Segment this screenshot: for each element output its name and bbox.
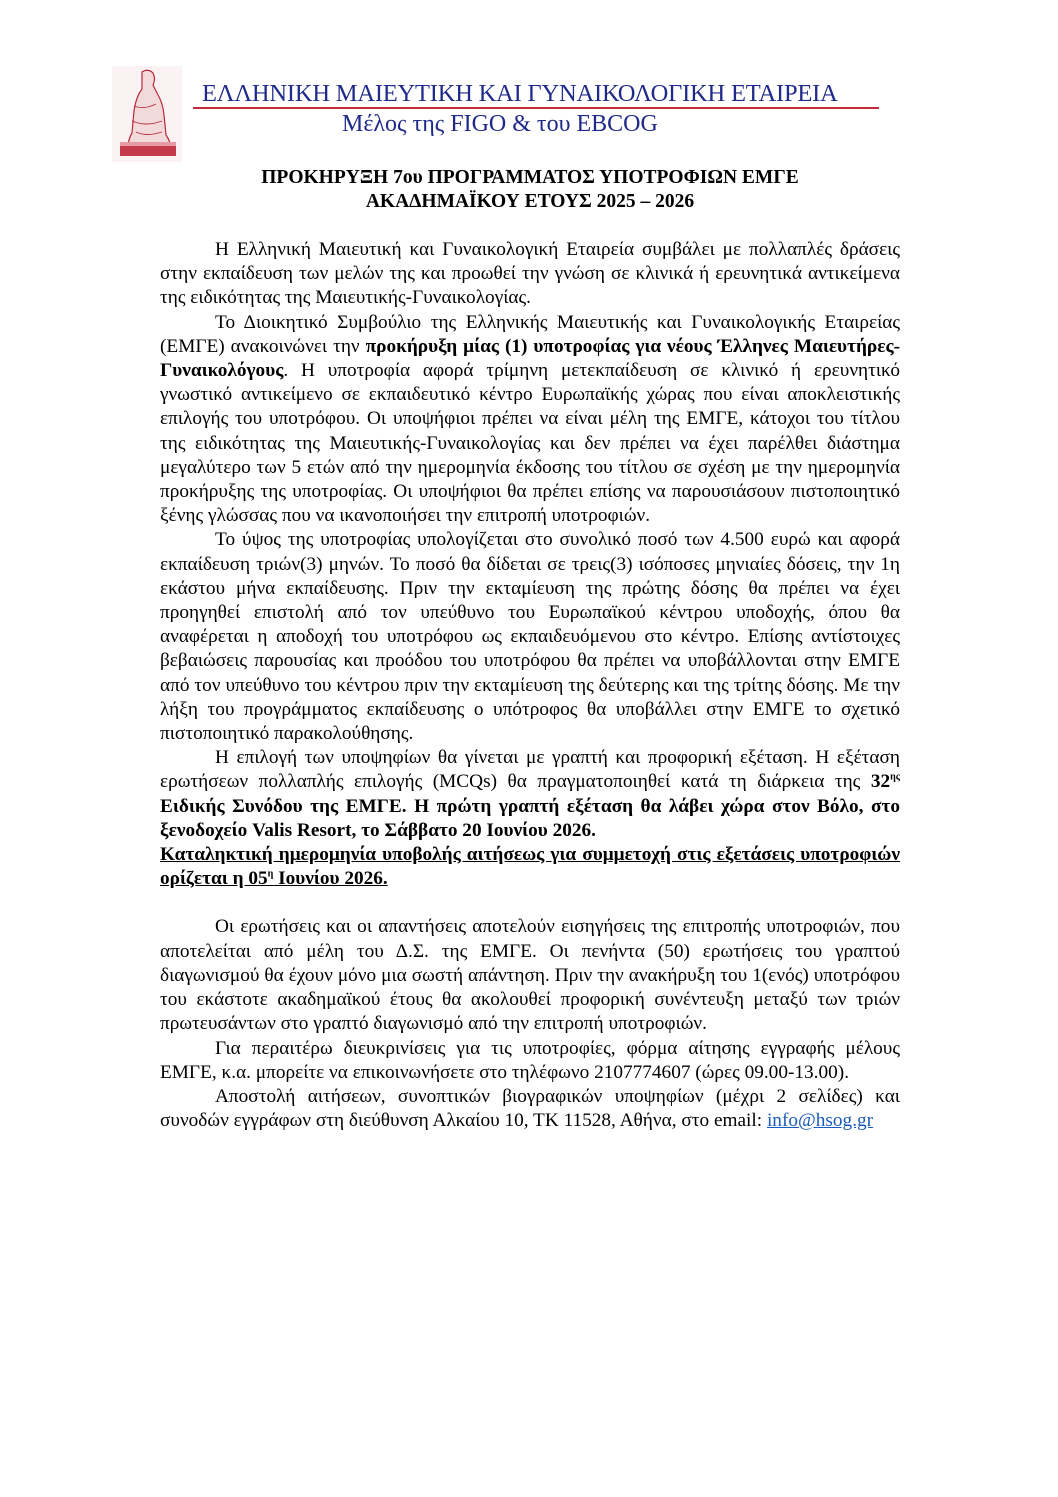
announcement-text: Το Διοικητικό Συμβούλιο της Ελληνικής Μαιευτικής και Γυναικολογικής Εταιρείας (ΕΜΓΕ) ανακοινώνει την — [160, 311, 900, 357]
title-line-2: ΑΚΑΔΗΜΑΪΚΟΥ ΕΤΟΥΣ 2025 – 2026 — [365, 191, 695, 212]
title-line-1: ΠΡΟΚΗΡΥΞΗ 7ου ΠΡΟΓΡΑΜΜΑΤΟΣ ΥΠΟΤΡΟΦΙΩΝ ΕΜΓΕ — [261, 167, 799, 188]
submission-text: Αποστολή αιτήσεων, συνοπτικών βιογραφικών υποψηφίων (μέχρι 2 σελίδες) και συνοδών εγγράφων στη διεύθυνση Αλκαίου 10, ΤΚ 11528, Αθήνα, στο email: — [160, 1085, 900, 1132]
email-link[interactable]: info@hsog.gr — [766, 1110, 874, 1132]
application-deadline: Καταληκτική ημερομηνία υποβολής αιτήσεως για συμμετοχή στις εξετάσεις υποτροφιών ορίζεται η $05^\eta$ Ιουνίου 2026. — [160, 844, 900, 890]
announcement-details: . Η υποτροφία αφορά τρίμηνη μετεκπαίδευση σε κλινικό ή ερευνητικό γνωστικό αντικείμενο σε εκπαιδευτικό κέντρο Ευρωπαϊκής χώρας που είναι αποκλειστικής επιλογής του υποτρόφου. Οι υποψήφιοι πρέπει να είναι μέλη της ΕΜΓΕ, κάτοχοι του τίτλου της ειδικότητας της Μαιευτικής-Γυναικολογίας και δεν πρέπει να έχει παρέλθει διάστημα μεγαλύτερο των 5 ετών από την ημερομηνία έκδοσης του τίτλου σε σχέση με την ημερομηνία προκήρυξης της υποτροφίας. Οι υποψήφιοι θα πρέπει επίσης να παρουσιάσουν πιστοποιητικό ξένης γλώσσας που να ικανοποιήσει την επιτροπή υποτροφιών. — [160, 360, 900, 527]
paragraph-announcement — [160, 311, 900, 529]
document-title — [160, 166, 900, 214]
document-body — [160, 238, 900, 1133]
paragraph-amount: Το ύψος της υποτροφίας υπολογίζεται στο συνολικό ποσό των 4.500 ευρώ και αφορά εκπαίδευση τριών(3) μηνών. Το ποσό θα δίδεται σε τρεις(3) ισόποσες μηνιαίες δόσεις, την 1η εκάστου μήνα εκπαίδευσης. Πριν την εκταμίευση της πρώτης δόσης θα πρέπει να έχει προηγηθεί επιστολή από τον υπεύθυνο του Ευρωπαϊκού κέντρου υποδοχής, όπου θα αναφέρεται η αποδοχή του υποτρόφου ως εκπαιδευόμενου στο κέντρο. Επίσης αντίστοιχες βεβαιώσεις παρουσίας και προόδου του υποτρόφου θα πρέπει να υποβάλλονται στην ΕΜΓΕ από τον υπεύθυνο του κέντρου πριν την εκταμίευση της δεύτερης και της τρίτης δόσης. Με την λήξη του προγράμματος εκπαίδευσης ο υπότροφος θα υποβάλλει στην ΕΜΓΕ το σχετικό πιστοποιητικό παρακολούθησης. — [160, 529, 900, 745]
session-number: 32 — [870, 771, 891, 793]
paragraph-questions: Οι ερωτήσεις και οι απαντήσεις αποτελούν εισηγήσεις της επιτροπής υποτροφιών, που αποτελείται από μέλη του Δ.Σ. της ΕΜΓΕ. Οι πενήντα (50) ερωτήσεις του γραπτού διαγωνισμού θα έχουν μόνο μια σωστή απάντηση. Πριν την ανακήρυξη του 1(ενός) υποτρόφου του εκάστοτε ακαδημαϊκού έτους θα ακολουθεί προφορική συνέντευξη μεταξύ των τριών πρωτευσάντων στο γραπτό διαγωνισμό από την επιτροπή υποτροφιών. — [160, 916, 900, 1035]
header-divider — [193, 107, 879, 109]
announcement-highlight: προκήρυξη μίας (1) υποτροφίας για νέους Έλληνες Μαιευτήρες-Γυναικολόγους — [160, 335, 901, 382]
organization-name: ΕΛΛΗΝΙΚΗ ΜΑΙΕΥΤΙΚΗ ΚΑΙ ΓΥΝΑΙΚΟΛΟΓΙΚΗ ΕΤΑΙΡΕΙΑ — [202, 80, 838, 107]
exam-location-date: Ειδικής Συνόδου της ΕΜΓΕ. Η πρώτη γραπτή εξέταση θα λάβει χώρα στον Βόλο, στο ξενοδοχείο Valis Resort, το Σάββατο 20 Ιουνίου 2026. — [160, 795, 900, 841]
selection-text: Η επιλογή των υποψηφίων θα γίνεται με γραπτή και προφορική εξέταση. Η εξέταση ερωτήσεων πολλαπλής επιλογής (MCQs) θα πραγματοποιηθεί κατά τη διάρκεια της — [160, 747, 900, 793]
session-suffix: ης — [890, 772, 900, 784]
paragraph-contact: Για περαιτέρω διευκρινίσεις για τις υποτροφίες, φόρμα αίτησης εγγραφής μέλους ΕΜΓΕ, κ.α. μπορείτε να επικοινωνήσετε στο τηλέφωνο 2107774607 (ώρες 09.00-13.00). — [160, 1037, 900, 1083]
paragraph-selection — [160, 746, 900, 891]
statue-logo-icon — [112, 66, 182, 162]
organization-membership: Μέλος της FIGO & του EBCOG — [342, 111, 658, 137]
paragraph-intro: Η Ελληνική Μαιευτική και Γυναικολογική Εταιρεία συμβάλει με πολλαπλές δράσεις στην εκπαίδευση των μελών της και προωθεί την γνώση σε κλινικά ή ερευνητικά αντικείμενα της ειδικότητας της Μαιευτικής-Γυναικολογίας. — [160, 239, 900, 309]
paragraph-submission — [160, 1085, 900, 1133]
